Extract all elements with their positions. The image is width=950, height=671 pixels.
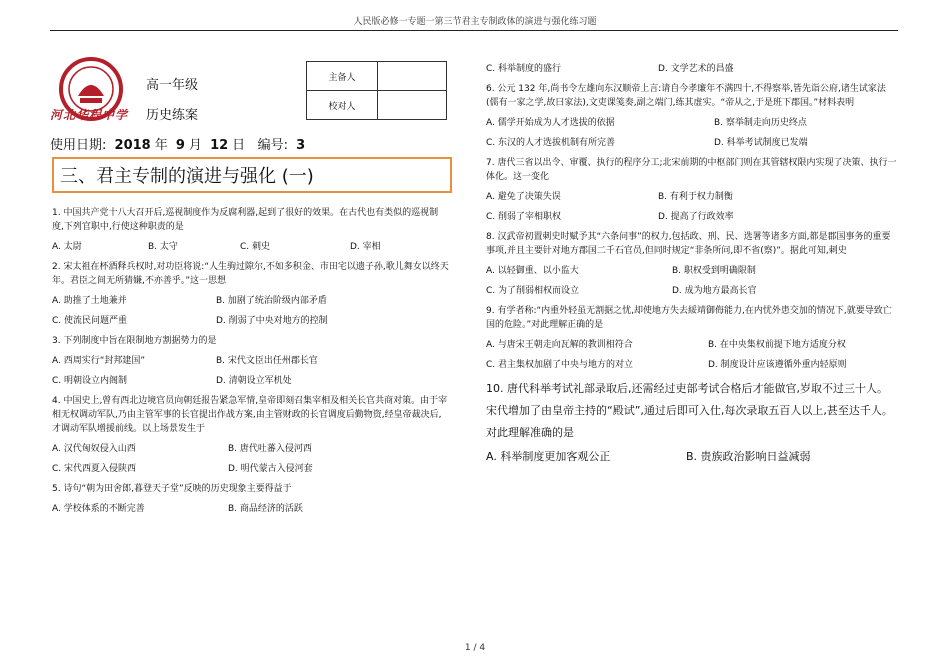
number-label: 编号: <box>257 138 288 153</box>
checker-cell <box>378 91 447 120</box>
section-title: 三、君主专制的演进与强化 (一) <box>52 157 452 193</box>
date-month: 9 <box>175 138 185 153</box>
q9-option-c: C. 君主集权加剧了中央与地方的对立 <box>486 360 634 370</box>
question-3: 3. 下列制度中旨在限制地方割据势力的是 <box>52 336 217 346</box>
q7-option-a: A. 避免了决策失误 <box>486 192 561 202</box>
q3-option-a: A. 西周实行“封邦建国” <box>52 356 146 366</box>
question-1: 1. 中国共产党十八大召开后,巡视制度作为反腐利器,起到了很好的效果。在古代也有类似的巡视制度,下列官职中,行使这种职责的是 <box>52 208 439 232</box>
q6-option-a: A. 儒学开始成为人才选拔的依据 <box>486 118 615 128</box>
q1-options <box>52 240 450 254</box>
q9-option-d: D. 制度设计应该遵循外重内轻原则 <box>708 360 847 370</box>
q5-option-c: C. 科举制度的盛行 <box>486 64 562 74</box>
date-line <box>50 134 309 153</box>
q10-options-1 <box>486 446 898 468</box>
q3-option-c: C. 明朝设立内阁制 <box>52 376 128 386</box>
q1-option-b: B. 太守 <box>148 242 178 252</box>
plan-label: 历史练案 <box>146 108 199 123</box>
question-8: 8. 汉武帝初置刺史时赋予其“六条问事”的权力,包括政、刑、民、选署等诸多方面,都是郡国事务的重要事项,并且主要针对地方郡国二千石官员,但同时规定“非条所问,即不省(察)”。据此可知,刺史 <box>486 232 891 256</box>
grade-label: 高一年级 <box>146 78 199 93</box>
page-number: 1 / 4 <box>464 643 486 653</box>
q3-option-b: B. 宋代文臣出任州郡长官 <box>216 356 318 366</box>
q4-options-1 <box>52 442 450 456</box>
q2-option-b: B. 加剧了统治阶级内部矛盾 <box>216 296 327 306</box>
q4-option-c: C. 宋代西夏入侵陕西 <box>52 464 137 474</box>
q4-option-d: D. 明代蒙古入侵河套 <box>228 464 313 474</box>
q6-options-1 <box>486 116 898 130</box>
preparer-label: 主备人 <box>307 62 378 91</box>
header-rule <box>50 30 898 31</box>
q2-option-a: A. 助推了土地兼并 <box>52 296 127 306</box>
q2-options-2 <box>52 314 450 328</box>
preparer-cell <box>378 62 447 91</box>
q8-option-a: A. 以轻御重、以小监大 <box>486 266 579 276</box>
q9-options-1 <box>486 338 898 352</box>
q7-options-1 <box>486 190 898 204</box>
q10-option-a: A. 科举制度更加客观公正 <box>486 450 611 463</box>
sign-table <box>306 61 447 120</box>
question-2: 2. 宋太祖在杯酒释兵权时,对功臣将说:“人生驹过隙尔,不如多积金、市田宅以遗子孙,歌儿舞女以终天年。君臣之间无所猜嫌,不亦善乎。”这一思想 <box>52 262 449 286</box>
q3-option-d: D. 清朝设立军机处 <box>216 376 292 386</box>
q6-option-d: D. 科举考试制度已发端 <box>714 138 808 148</box>
question-4: 4. 中国史上,曾有西北边境官员向朝廷报告紧急军情,皇帝即刻召集宰相及相关长官共商对策。由于宰相无权调动军队,乃由主管军事的长官提出作战方案,由主管财政的长官调度后勤物资,经皇帝裁决后,才调动军队增援前线。以上场景发生于 <box>52 396 448 434</box>
q5-options-2 <box>486 62 898 76</box>
q5-option-b: B. 商品经济的活跃 <box>228 504 303 514</box>
date-label: 使用日期: <box>50 138 107 153</box>
q7-option-b: B. 有利于权力制衡 <box>658 192 733 202</box>
q8-option-c: C. 为了削弱相权而设立 <box>486 286 580 296</box>
question-10: 10. 唐代科举考试礼部录取后,还需经过吏部考试合格后才能做官,岁取不过三十人。宋代增加了由皇帝主持的“殿试”,通过后即可入仕,每次录取五百人以上,甚至达千人。对此理解准确的是 <box>486 382 893 439</box>
checker-label: 校对人 <box>307 91 378 120</box>
q9-options-2 <box>486 358 898 372</box>
q3-options-2 <box>52 374 450 388</box>
school-name: 河北华程中学 <box>50 108 129 122</box>
page-header: 人民版必修一专题一第三节君主专制政体的演进与强化练习题 <box>353 17 597 27</box>
left-column <box>52 206 450 522</box>
q5-option-a: A. 学校体系的不断完善 <box>52 504 145 514</box>
q8-option-d: D. 成为地方最高长官 <box>672 286 757 296</box>
q10-option-b: B. 贵族政治影响日益减弱 <box>686 450 811 463</box>
q9-option-b: B. 在中央集权前提下地方适度分权 <box>708 340 846 350</box>
q4-option-a: A. 汉代匈奴侵入山西 <box>52 444 136 454</box>
q4-option-b: B. 唐代吐蕃入侵河西 <box>228 444 312 454</box>
q7-options-2 <box>486 210 898 224</box>
date-day: 12 <box>210 138 229 153</box>
question-7: 7. 唐代三省以出令、审覆、执行的程序分工;北宋前期的中枢部门则在其管辖权限内实现了决策、执行一体化。这一变化 <box>486 158 897 182</box>
q5-options-1 <box>52 502 450 516</box>
q1-option-d: D. 宰相 <box>350 242 381 252</box>
date-year: 2018 <box>114 138 151 153</box>
q2-option-d: D. 削弱了中央对地方的控制 <box>216 316 328 326</box>
q1-option-c: C. 刺史 <box>240 242 271 252</box>
q7-option-c: C. 削弱了宰相职权 <box>486 212 562 222</box>
q8-options-2 <box>486 284 898 298</box>
q6-option-c: C. 东汉的人才选拔机制有所完善 <box>486 138 616 148</box>
number-value: 3 <box>296 138 306 153</box>
q9-option-a: A. 与唐宋王朝走向瓦解的教训相符合 <box>486 340 633 350</box>
q7-option-d: D. 提高了行政效率 <box>658 212 734 222</box>
day-unit: 日 <box>232 138 246 153</box>
q2-option-c: C. 使流民问题严重 <box>52 316 128 326</box>
question-5: 5. 诗句“朝为田舍郎,暮登天子堂”反映的历史现象主要得益于 <box>52 484 292 494</box>
q8-option-b: B. 职权受到明确限制 <box>672 266 756 276</box>
q3-options-1 <box>52 354 450 368</box>
q5-option-d: D. 文学艺术的昌盛 <box>658 64 734 74</box>
q1-option-a: A. 太尉 <box>52 242 82 252</box>
q6-options-2 <box>486 136 898 150</box>
month-unit: 月 <box>188 138 202 153</box>
year-unit: 年 <box>154 138 168 153</box>
q4-options-2 <box>52 462 450 476</box>
question-9: 9. 有学者称:“内重外轻虽无割据之忧,却使地方失去綏靖御侮能力,在内忧外患交加的情况下,就要导致亡国的危险。”对此理解正确的是 <box>486 306 892 330</box>
question-6: 6. 公元 132 年,尚书令左雄向东汉顺帝上言:请自今孝廉年不满四十,不得察举,皆先诣公府,诸生试家法(儒有一家之学,故曰家法),文吏课笺奏,副之端门,练其虚实。“帝从之,于是班下郡国。”材料表明 <box>486 84 886 108</box>
q8-options-1 <box>486 264 898 278</box>
q2-options-1 <box>52 294 450 308</box>
right-column <box>486 62 898 470</box>
q6-option-b: B. 察举制走向历史终点 <box>714 118 807 128</box>
